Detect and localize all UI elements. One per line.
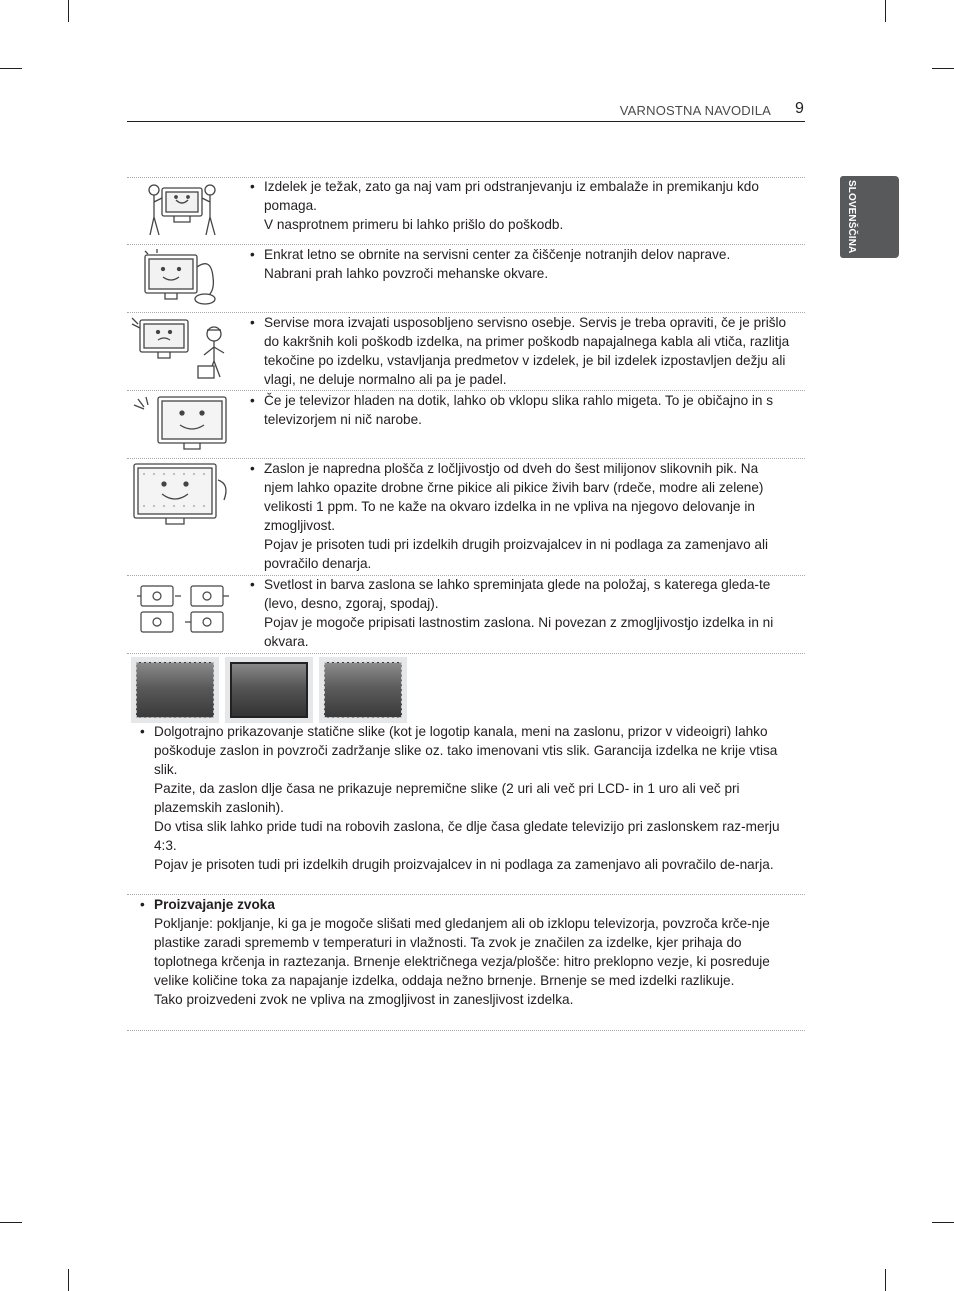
paragraph: Dolgotrajno prikazovanje statične slike (kot je logotip kanala, meni na zaslonu, prizor v videoigri) lahko poškoduje zaslon in povzroči zadržanje slike oz. tako imenovani vtis slik. Garancija izdelka ne krije vtisa slik. <box>154 724 778 777</box>
row-separator <box>127 1030 805 1031</box>
paragraph: Servise mora izvajati usposobljeno servisno osebje. Servis je treba opraviti, če je prišlo do kakršnih koli poškodb izdelka, na primer poškodb napajalnega kabla ali vtiča, razlitja tekočine po izdelku, vstavljanja predmetov v izdelek, je bil izdelek izpostavljen dežju ali vlagi, ne deluje normalno ali pa je padel. <box>264 315 790 387</box>
bullet: • <box>140 897 145 912</box>
bullet: • <box>250 577 255 592</box>
language-tab <box>840 176 899 258</box>
paragraph: Svetlost in barva zaslona se lahko spreminjata glede na položaj, s katerega gleda-te (levo, desno, zgoraj, spodaj). <box>264 577 771 611</box>
paragraph: Enkrat letno se obrnite na servisni center za čiščenje notranjih delov naprave. <box>264 247 731 262</box>
language-tab-label: SLOVENŠČINA <box>846 180 857 254</box>
bullet: • <box>250 315 255 330</box>
crop-mark <box>0 68 22 69</box>
row-text <box>250 245 790 283</box>
image-retention-photo <box>319 657 407 723</box>
row-text <box>250 575 790 651</box>
cold-tv-icon <box>130 393 230 455</box>
bullet: • <box>250 179 255 194</box>
crop-mark <box>68 0 69 22</box>
paragraph: Če je televizor hladen na dotik, lahko ob vklopu slika rahlo migeta. To je običajno in s televizorjem ni nič narobe. <box>264 393 774 427</box>
row-text <box>250 313 790 389</box>
paragraph: Pazite, da zaslon dlje časa ne prikazuje nepremične slike (2 uri ali več pri LCD- in 1 uro ali več pri plazemskih zaslonih). <box>154 781 740 815</box>
crop-mark <box>932 68 954 69</box>
bullet: • <box>250 461 255 476</box>
crop-mark <box>885 1269 886 1291</box>
paragraph: Tako proizvedeni zvok ne vpliva na zmogljivost in zanesljivost izdelka. <box>154 992 574 1007</box>
paragraph: V nasprotnem primeru bi lahko prišlo do poškodb. <box>264 217 564 232</box>
sound-heading: Proizvajanje zvoka <box>154 897 275 912</box>
image-retention-photo <box>131 657 219 723</box>
crop-mark <box>885 0 886 22</box>
paragraph: Pojav je mogoče pripisati lastnostim zaslona. Ni povezan z zmogljivostjo izdelka in ni okvara. <box>264 615 774 649</box>
paragraph: Do vtisa slik lahko pride tudi na robovih zaslona, če dlje časa gledate televizijo pri zaslonskem raz-merju 4:3. <box>154 819 780 853</box>
paragraph: Pojav je prisoten tudi pri izdelkih drugih proizvajalcev in ni podlaga za zamenjavo ali povračilo de-narja. <box>154 857 774 872</box>
row-text <box>250 459 790 573</box>
row-separator <box>127 653 805 654</box>
section-title: VARNOSTNA NAVODILA <box>619 103 771 118</box>
crop-mark <box>0 1222 22 1223</box>
bullet: • <box>140 724 145 739</box>
sound-text <box>140 895 790 1009</box>
crop-mark <box>68 1269 69 1291</box>
page-number: 9 <box>795 100 804 117</box>
paragraph: Pokljanje: pokljanje, ki ga je mogoče slišati med gledanjem ali ob izklopu televizorja, povzroča krče-nje plastike zaradi sprememb v temperaturi in vlažnosti. Ta zvok je značilen za izdelke, kjer prihaja do toplotnega krčenja in raztezanja. Brnenje električnega vezja/plošče: hitro preklopno vezje, ki posreduje velike količine toka za napajanje izdelka, oddaja nežno brnenje. Brnenje se med izdelki razlikuje. <box>154 916 770 988</box>
crop-mark <box>932 1222 954 1223</box>
tv-vacuum-cleaner-icon <box>135 247 227 309</box>
image-retention-text <box>140 722 790 874</box>
bullet: • <box>250 393 255 408</box>
image-retention-photo <box>225 657 313 723</box>
row-text <box>250 391 790 429</box>
tv-viewing-angles-icon <box>135 582 231 636</box>
paragraph: Nabrani prah lahko povzroči mehanske okvare. <box>264 266 549 281</box>
bullet: • <box>250 247 255 262</box>
header-rule <box>127 121 805 122</box>
paragraph: Izdelek je težak, zato ga naj vam pri odstranjevanju iz embalaže in premikanju kdo pomaga. <box>264 179 759 213</box>
two-people-carrying-tv-icon <box>140 180 222 240</box>
tv-pixels-icon <box>130 460 234 528</box>
paragraph: Zaslon je napredna plošča z ločljivostjo od dveh do šest milijonov slikovnih pik. Na njem lahko opazite drobne črne pikice ali pikice živih barv (rdeče, modre ali zelene) velikosti 1 ppm. To ne kaže na okvaro izdelka in ne vpliva na njegovo delovanje in zmogljivost. <box>264 461 764 533</box>
paragraph: Pojav je prisoten tudi pri izdelkih drugih proizvajalcev in ni podlaga za zamenjavo ali povračilo denarja. <box>264 537 769 571</box>
tv-service-technician-icon <box>128 314 238 386</box>
row-text <box>250 177 790 234</box>
